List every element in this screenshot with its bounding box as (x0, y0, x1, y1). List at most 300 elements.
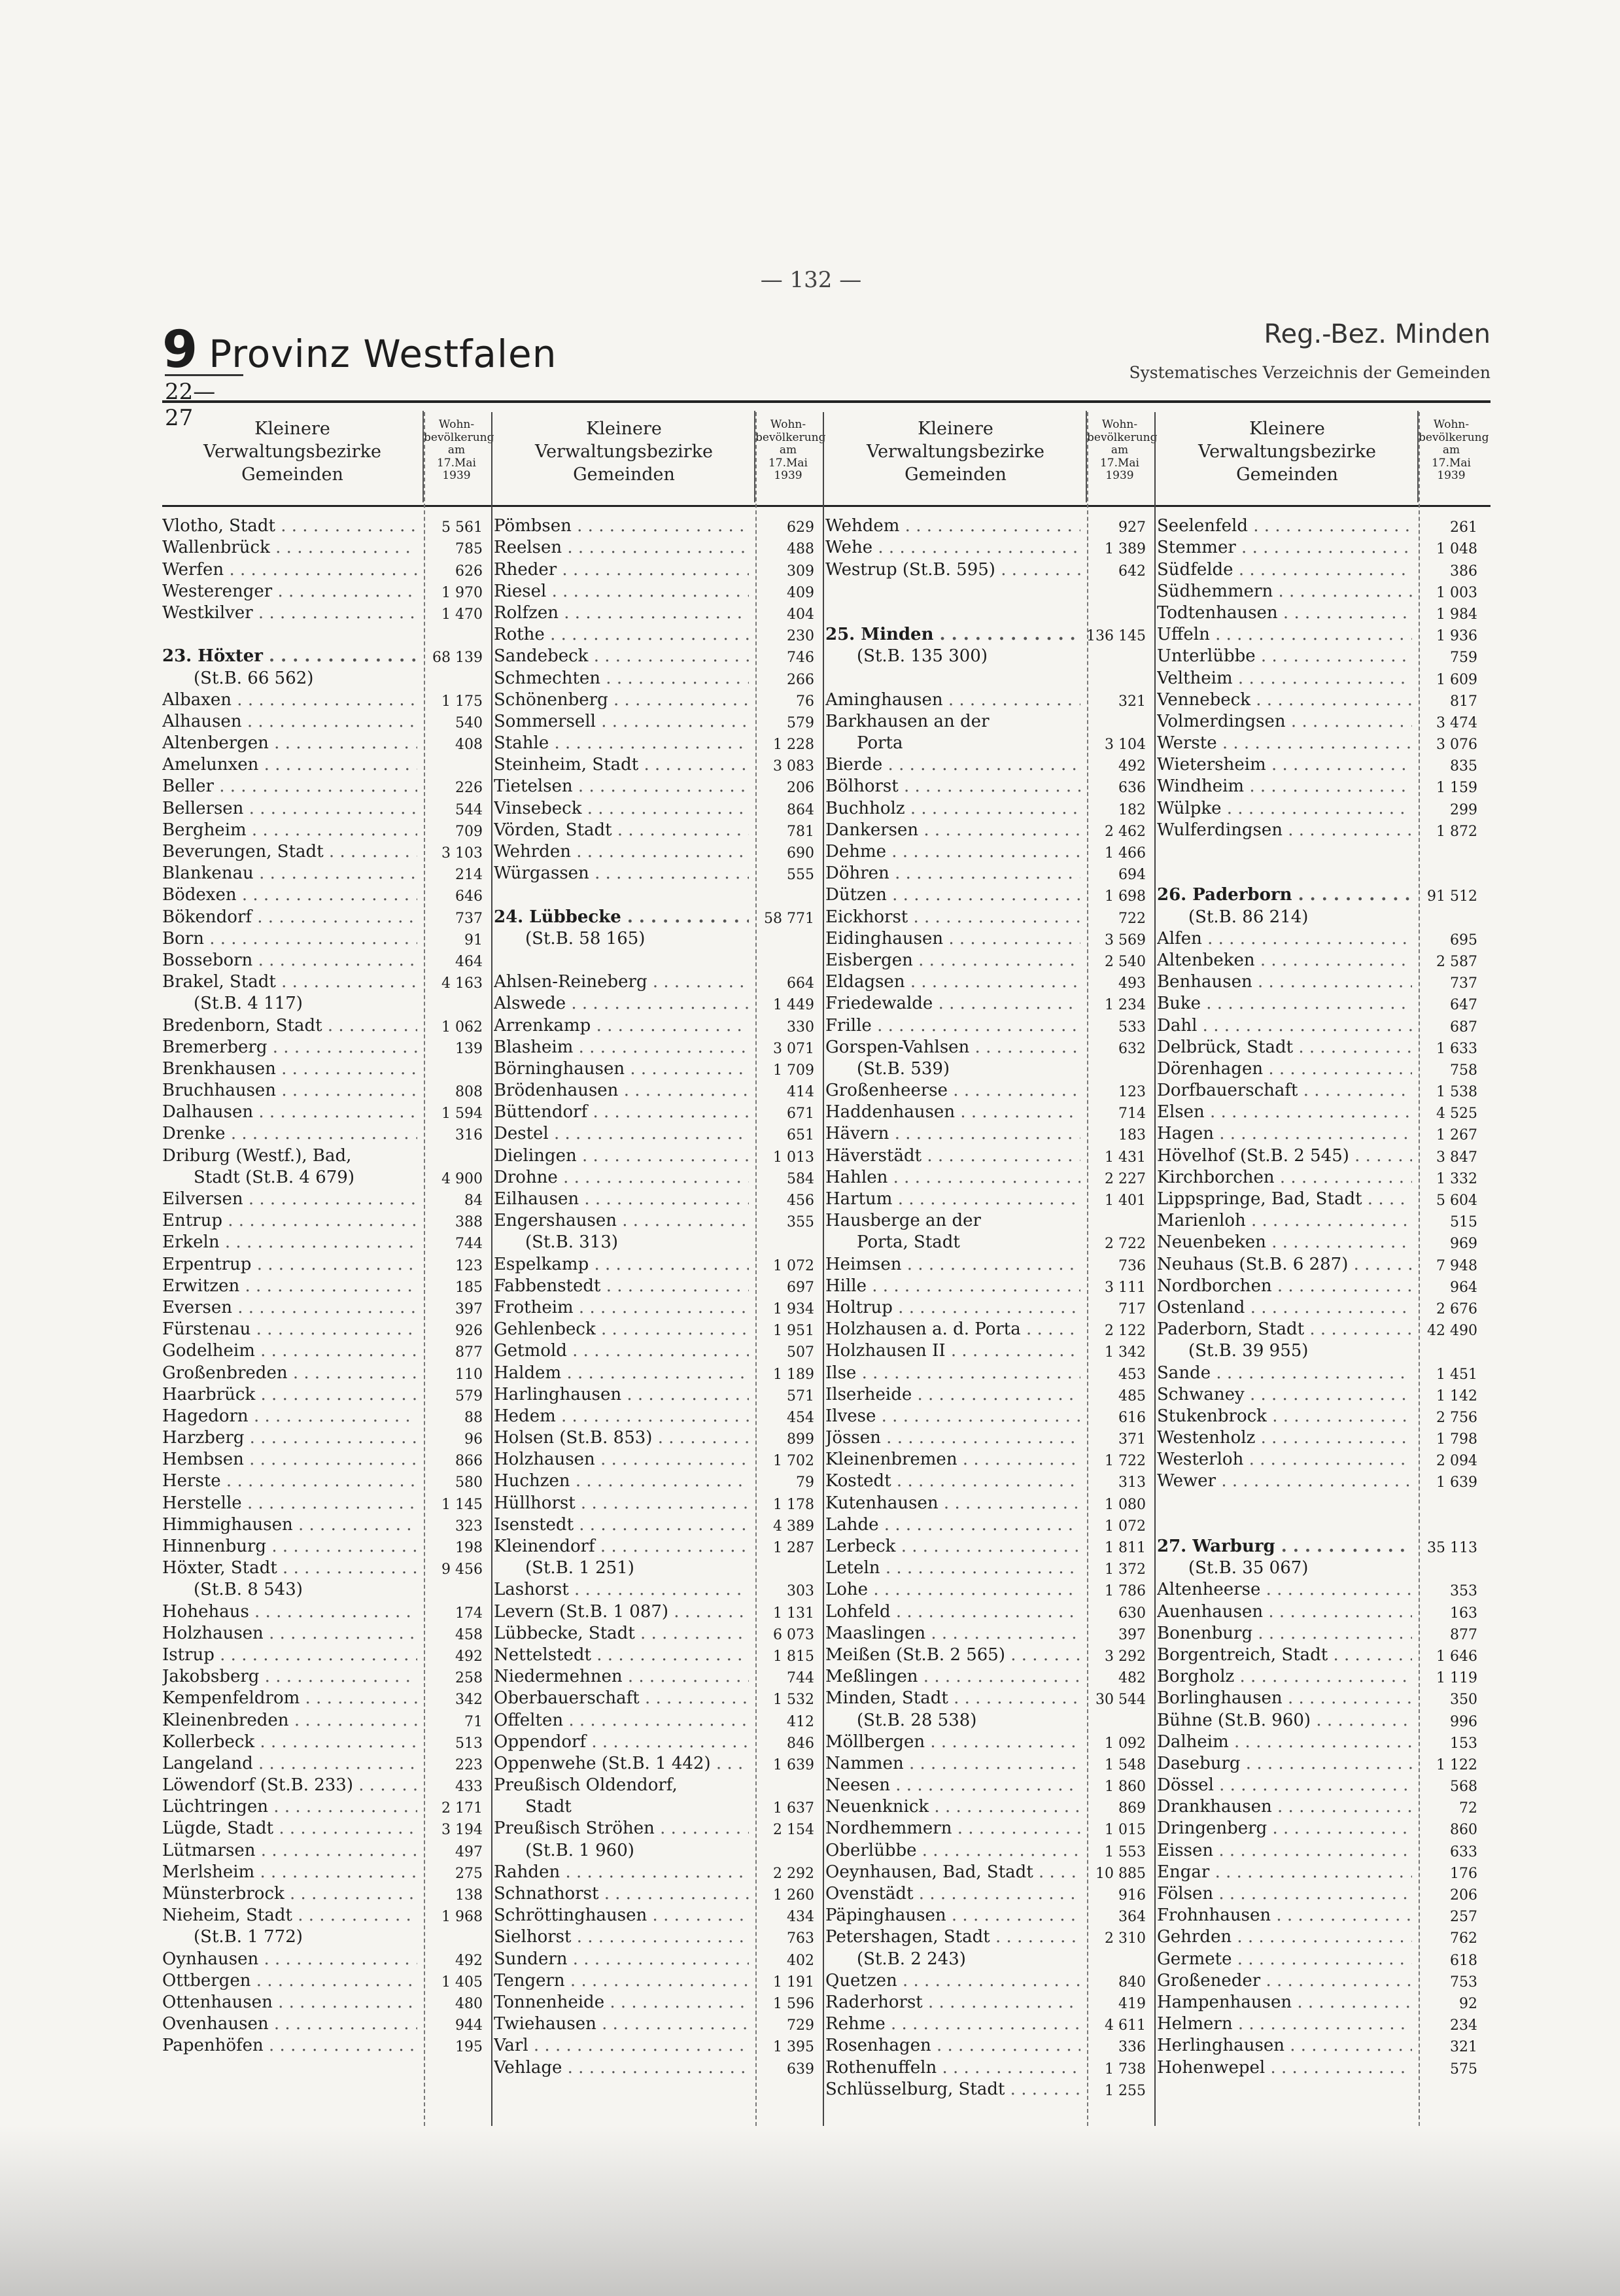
column-header (494, 411, 826, 502)
municipality-name: Lashorst . . . (494, 1580, 749, 1599)
municipality-name: Wewer . . . (1157, 1471, 1412, 1491)
table-row (1157, 905, 1484, 926)
municipality-name: Westerenger . . . (162, 582, 417, 601)
population-value: 737 (1450, 975, 1477, 992)
population-value: 3 194 (441, 1822, 483, 1839)
municipality-name: Frille . . . (825, 1016, 1080, 1035)
population-value: 544 (455, 801, 483, 818)
table-row (825, 1904, 1152, 1925)
table-row (494, 1708, 821, 1730)
population-value: 68 139 (432, 650, 483, 667)
population-value: 1 260 (773, 1887, 814, 1904)
population-value: 309 (787, 563, 814, 580)
table-row (162, 1361, 489, 1382)
population-value: 198 (455, 1540, 483, 1556)
municipality-name: Alfen . . . (1157, 929, 1412, 948)
population-value: 182 (1118, 801, 1146, 818)
municipality-name: Uffeln . . . (1157, 625, 1412, 644)
municipality-name: Kleinenbreden . . . (162, 1711, 417, 1730)
population-value: 1 633 (1436, 1040, 1477, 1057)
table-row (825, 1491, 1152, 1512)
municipality-name: Meißen (St.B. 2 565) . . . (825, 1645, 1080, 1665)
municipality-name: Rehme . . . (825, 2014, 1080, 2034)
population-value: 321 (1450, 2039, 1477, 2056)
municipality-name: Minden, Stadt . . . (825, 1688, 1080, 1708)
population-value: 1 080 (1105, 1496, 1146, 1513)
population-value: 183 (1118, 1127, 1146, 1144)
population-value: 482 (1118, 1670, 1146, 1687)
table-row (825, 1035, 1152, 1057)
table-row (162, 1795, 489, 1817)
column-rule (424, 412, 425, 2126)
table-row (162, 1100, 489, 1122)
table-row (162, 840, 489, 861)
municipality-name: Borgholz . . . (1157, 1667, 1412, 1686)
municipality-name: Godelheim . . . (162, 1341, 417, 1361)
municipality-name: Wehdem . . . (825, 516, 1080, 536)
table-row (162, 1578, 489, 1599)
municipality-name: Bruchhausen . . . (162, 1081, 417, 1100)
municipality-name: Rothenuffeln . . . (825, 2058, 1080, 2078)
municipality-name: Westerloh . . . (1157, 1450, 1412, 1469)
population-value: 174 (455, 1605, 483, 1622)
population-value: 1 015 (1105, 1822, 1146, 1839)
table-row (825, 514, 1152, 536)
table-row (162, 710, 489, 731)
population-value: 261 (1450, 519, 1477, 536)
table-row (825, 731, 1152, 753)
population-value: 926 (455, 1323, 483, 1340)
municipality-name: Varl . . . (494, 2036, 749, 2055)
table-row (162, 1730, 489, 1752)
municipality-name: (St.B. 86 214) (1188, 907, 1309, 927)
municipality-name: Aminghausen . . . (825, 690, 1080, 710)
table-row (825, 601, 1152, 623)
population-value: 214 (455, 867, 483, 884)
population-value: 869 (1118, 1800, 1146, 1817)
population-value: 2 292 (773, 1865, 814, 1882)
table-row (1157, 1383, 1484, 1404)
population-value: 223 (455, 1756, 483, 1773)
population-value: 10 885 (1095, 1865, 1146, 1882)
population-value: 275 (455, 1865, 483, 1882)
table-row (825, 1100, 1152, 1122)
population-value: 1 372 (1105, 1561, 1146, 1578)
municipality-name: Fabbenstedt . . . (494, 1276, 749, 1296)
municipality-name: (St.B. 539) (857, 1058, 950, 1079)
municipality-name: Delbrück, Stadt . . . (1157, 1037, 1412, 1057)
municipality-name: Häverstädt . . . (825, 1146, 1080, 1166)
population-value: 408 (455, 737, 483, 754)
municipality-name: Oberbauerschaft . . . (494, 1688, 749, 1708)
municipality-name: Haddenhausen . . . (825, 1102, 1080, 1122)
municipality-name: Maaslingen . . . (825, 1624, 1080, 1643)
table-column-1 (162, 411, 494, 2056)
municipality-name: Ottbergen . . . (162, 1971, 417, 1991)
municipality-name: Neuenbeken . . . (1157, 1232, 1412, 1252)
municipality-name: Bellersen . . . (162, 799, 417, 818)
district-row (1157, 883, 1484, 905)
municipality-name: Papenhöfen . . . (162, 2036, 417, 2055)
population-value: 1 738 (1105, 2061, 1146, 2078)
table-row (494, 840, 821, 861)
table-row (494, 514, 821, 536)
table-row (825, 1296, 1152, 1317)
table-row (494, 1426, 821, 1448)
table-row (1157, 1643, 1484, 1665)
table-row (1157, 514, 1484, 536)
municipality-name: 25. Minden . . . (825, 625, 1080, 644)
table-row (494, 1143, 821, 1165)
population-value: 860 (1450, 1822, 1477, 1839)
table-row (825, 1622, 1152, 1643)
table-row (825, 774, 1152, 796)
municipality-name: Hohehaus . . . (162, 1602, 417, 1622)
table-row (494, 774, 821, 796)
table-row (1157, 1230, 1484, 1252)
population-value: 92 (1459, 1995, 1477, 2012)
population-value: 1 637 (773, 1800, 814, 1817)
table-row (1157, 688, 1484, 710)
population-value: 579 (455, 1387, 483, 1404)
table-row (825, 1079, 1152, 1100)
table-row (1157, 1057, 1484, 1079)
municipality-name: Stahle . . . (494, 733, 749, 753)
table-row (162, 927, 489, 948)
table-row (494, 1404, 821, 1426)
municipality-name: Fürstenau . . . (162, 1319, 417, 1339)
municipality-name: Werfen . . . (162, 560, 417, 580)
municipality-name: Nettelstedt . . . (494, 1645, 749, 1665)
population-value: 1 970 (441, 584, 483, 601)
column-separator (491, 412, 492, 2126)
population-value: 303 (787, 1583, 814, 1600)
municipality-name: (St.B. 8 543) (194, 1580, 303, 1600)
table-row (1157, 1252, 1484, 1274)
column-separator (823, 412, 824, 2126)
population-value: 759 (1450, 650, 1477, 667)
municipality-name: Hille . . . (825, 1276, 1080, 1296)
population-value: 695 (1450, 931, 1477, 948)
province-title (162, 321, 557, 379)
table-row (494, 1599, 821, 1621)
population-value: 1 646 (1436, 1648, 1477, 1665)
table-column-3 (825, 411, 1158, 2099)
municipality-name: Frohnhausen . . . (1157, 1905, 1412, 1925)
table-row (825, 1122, 1152, 1143)
table-row (1157, 1817, 1484, 1838)
population-value: 1 287 (773, 1540, 814, 1556)
population-value: 353 (1450, 1583, 1477, 1600)
population-value: 584 (787, 1170, 814, 1187)
table-row (1157, 1296, 1484, 1317)
municipality-name: Altenbergen . . . (162, 733, 417, 753)
table-row (825, 1708, 1152, 1730)
table-row (494, 666, 821, 687)
municipality-name: Buchholz . . . (825, 799, 1080, 818)
population-value: 846 (787, 1735, 814, 1752)
population-value: 35 113 (1427, 1540, 1477, 1556)
population-value: 1 189 (773, 1366, 814, 1383)
population-value: 397 (1118, 1626, 1146, 1643)
table-row (1157, 1274, 1484, 1296)
table-row (494, 557, 821, 579)
table-row (494, 1904, 821, 1925)
municipality-name: Getmold . . . (494, 1341, 749, 1361)
table-row (494, 1230, 821, 1252)
population-value: 1 548 (1105, 1756, 1146, 1773)
municipality-name: Ilserheide . . . (825, 1385, 1080, 1404)
table-row (162, 861, 489, 883)
population-value: 1 934 (773, 1300, 814, 1317)
population-value: 1 798 (1436, 1431, 1477, 1448)
municipality-name: Benhausen . . . (1157, 972, 1412, 992)
table-row (825, 1339, 1152, 1361)
table-row (494, 1535, 821, 1556)
table-row (825, 557, 1152, 579)
population-value: 1 698 (1105, 888, 1146, 905)
table-row (825, 1860, 1152, 1882)
municipality-name: Holzhausen a. d. Porta . . . (825, 1319, 1080, 1339)
table-row (1157, 1969, 1484, 1991)
population-value: 781 (787, 823, 814, 840)
population-value: 1 255 (1105, 2082, 1146, 2099)
population-value: 138 (455, 1887, 483, 1904)
population-value: 1 639 (1436, 1474, 1477, 1491)
table-row (825, 1578, 1152, 1599)
table-row (162, 1535, 489, 1556)
table-row (825, 580, 1152, 601)
municipality-name: Löwendorf (St.B. 233) . . . (162, 1775, 417, 1795)
column-rule (1419, 412, 1420, 2126)
table-row (494, 1274, 821, 1296)
population-value: 1 395 (773, 2039, 814, 2056)
population-value: 7 948 (1436, 1257, 1477, 1274)
population-value: 3 111 (1105, 1279, 1146, 1296)
population-value: 84 (464, 1192, 483, 1209)
population-value: 1 119 (1436, 1670, 1477, 1687)
column-separator (1154, 412, 1156, 2126)
table-row (494, 1296, 821, 1317)
population-value: 1 342 (1105, 1344, 1146, 1361)
table-row (825, 1317, 1152, 1339)
municipality-name: Eilversen . . . (162, 1189, 417, 1209)
table-row (494, 1448, 821, 1469)
municipality-name: Drohne . . . (494, 1168, 749, 1187)
population-value: 1 702 (773, 1453, 814, 1470)
municipality-name: Merlsheim . . . (162, 1862, 417, 1882)
municipality-name: Lügde, Stadt . . . (162, 1818, 417, 1838)
population-value: 91 512 (1427, 888, 1477, 905)
table-row (825, 1817, 1152, 1838)
table-row (162, 970, 489, 992)
municipality-name: Wehrden . . . (494, 842, 749, 861)
population-value: 371 (1118, 1431, 1146, 1448)
table-row (494, 1209, 821, 1230)
municipality-name: Westenholz . . . (1157, 1428, 1412, 1448)
table-row (1157, 753, 1484, 774)
table-row (1157, 644, 1484, 666)
name-column-header: Kleinere Verwaltungsbezirke Gemeinden (203, 419, 381, 485)
municipality-name: Eisbergen . . . (825, 950, 1080, 970)
municipality-name: Niedermehnen . . . (494, 1667, 749, 1686)
table-row (162, 1035, 489, 1057)
municipality-name: Drankhausen . . . (1157, 1797, 1412, 1817)
table-row (162, 1252, 489, 1274)
table-row (162, 1686, 489, 1708)
population-value: 916 (1118, 1887, 1146, 1904)
municipality-name: Dössel . . . (1157, 1775, 1412, 1795)
municipality-name: Hartum . . . (825, 1189, 1080, 1209)
municipality-name: Bökendorf . . . (162, 907, 417, 927)
municipality-name: Kostedt . . . (825, 1471, 1080, 1491)
table-row (825, 1013, 1152, 1035)
table-row (1157, 1448, 1484, 1469)
header-rule (162, 400, 1491, 403)
municipality-name: Westrup (St.B. 595) . . . (825, 560, 1080, 580)
municipality-name: Twiehausen . . . (494, 2014, 749, 2034)
municipality-name: Großeneder . . . (1157, 1971, 1412, 1991)
table-row (494, 601, 821, 623)
municipality-name: (St.B. 58 165) (525, 928, 646, 948)
table-row (162, 1513, 489, 1535)
municipality-name: (St.B. 28 538) (857, 1710, 977, 1730)
table-row (1157, 731, 1484, 753)
table-row (494, 731, 821, 753)
table-row (825, 970, 1152, 992)
municipality-name: Steinheim, Stadt . . . (494, 755, 749, 774)
population-value: 485 (1118, 1387, 1146, 1404)
table-row (825, 1404, 1152, 1426)
municipality-name: Schlüsselburg, Stadt . . . (825, 2079, 1080, 2099)
table-row (162, 1469, 489, 1491)
municipality-name: Driburg (Westf.), Bad, (162, 1145, 352, 1166)
column-rule (755, 412, 757, 2126)
municipality-name: Börninghausen . . . (494, 1059, 749, 1079)
municipality-name: Arrenkamp . . . (494, 1016, 749, 1035)
table-row (1157, 1209, 1484, 1230)
municipality-name: Kutenhausen . . . (825, 1493, 1080, 1513)
district-row (162, 644, 489, 666)
table-row (1157, 1665, 1484, 1686)
table-row (825, 1383, 1152, 1404)
population-value: 694 (1118, 867, 1146, 884)
municipality-name: Ottenhausen . . . (162, 1992, 417, 2012)
population-value: 1 451 (1436, 1366, 1477, 1383)
municipality-name: Offelten . . . (494, 1711, 749, 1730)
table-row (1157, 1339, 1484, 1361)
municipality-name: Rothe . . . (494, 625, 749, 644)
population-value: 513 (455, 1735, 483, 1752)
table-row (825, 992, 1152, 1013)
municipality-name: Bödexen . . . (162, 885, 417, 905)
population-value: 1 405 (441, 1974, 483, 1991)
population-value: 2 462 (1105, 823, 1146, 840)
page-number: — 132 — (760, 267, 862, 293)
municipality-name: Dringenberg . . . (1157, 1818, 1412, 1838)
table-row (1157, 1143, 1484, 1165)
province-name: Provinz Westfalen (209, 332, 557, 376)
municipality-name: Südhemmern . . . (1157, 582, 1412, 601)
municipality-name: Drenke . . . (162, 1124, 417, 1143)
table-row (825, 2034, 1152, 2055)
population-value: 639 (787, 2061, 814, 2078)
table-row (494, 1100, 821, 1122)
population-value: 1 145 (441, 1496, 483, 1513)
population-value: 618 (1450, 1952, 1477, 1969)
municipality-name: Brakel, Stadt . . . (162, 972, 417, 992)
population-value: 58 771 (764, 910, 814, 927)
population-value: 266 (787, 671, 814, 688)
district-row (1157, 1535, 1484, 1556)
table-row (825, 818, 1152, 840)
municipality-name: Vörden, Stadt . . . (494, 820, 749, 840)
municipality-name: Neuenknick . . . (825, 1797, 1080, 1817)
table-row (162, 536, 489, 557)
municipality-name: Levern (St.B. 1 087) . . . (494, 1602, 749, 1622)
table-row (825, 1882, 1152, 1904)
table-row (1157, 1752, 1484, 1773)
population-value: 386 (1450, 563, 1477, 580)
district-row (825, 623, 1152, 644)
table-row (825, 1143, 1152, 1165)
municipality-name: Borgentreich, Stadt . . . (1157, 1645, 1412, 1665)
table-row (825, 1230, 1152, 1252)
municipality-name: Kollerbeck . . . (162, 1732, 417, 1752)
table-row (162, 1817, 489, 1838)
population-value: 492 (455, 1952, 483, 1969)
population-value: 944 (455, 2017, 483, 2034)
municipality-name: 24. Lübbecke . . . (494, 907, 749, 927)
table-row (494, 861, 821, 883)
municipality-name: Espelkamp . . . (494, 1255, 749, 1274)
municipality-name: Frotheim . . . (494, 1298, 749, 1317)
table-row (162, 1122, 489, 1143)
population-value: 1 267 (1436, 1127, 1477, 1144)
population-value: 1 178 (773, 1496, 814, 1513)
table-row (494, 1339, 821, 1361)
table-column-4 (1157, 411, 1489, 2078)
table-row (494, 1252, 821, 1274)
population-value: 492 (455, 1648, 483, 1665)
table-row (494, 1730, 821, 1752)
population-value: 414 (787, 1084, 814, 1101)
municipality-name: Hedem . . . (494, 1406, 749, 1426)
population-value: 456 (787, 1192, 814, 1209)
table-row (825, 666, 1152, 687)
municipality-name: Möllbergen . . . (825, 1732, 1080, 1752)
population-value: 1 596 (773, 1995, 814, 2012)
population-value: 709 (455, 823, 483, 840)
population-value: 434 (787, 1909, 814, 1926)
table-row (494, 1643, 821, 1665)
table-row (825, 1057, 1152, 1079)
municipality-name: Albaxen . . . (162, 690, 417, 710)
table-row (1157, 1469, 1484, 1491)
municipality-name: Engershausen . . . (494, 1211, 749, 1230)
table-row (825, 688, 1152, 710)
table-row (1157, 1426, 1484, 1448)
population-value: 3 474 (1436, 714, 1477, 731)
population-value: 835 (1450, 758, 1477, 775)
population-value: 927 (1118, 519, 1146, 536)
table-row (1157, 1187, 1484, 1209)
table-row (825, 927, 1152, 948)
municipality-name: Haldem . . . (494, 1363, 749, 1383)
population-value: 355 (787, 1214, 814, 1231)
population-value: 2 722 (1105, 1236, 1146, 1253)
municipality-name: Wülpke . . . (1157, 799, 1412, 818)
